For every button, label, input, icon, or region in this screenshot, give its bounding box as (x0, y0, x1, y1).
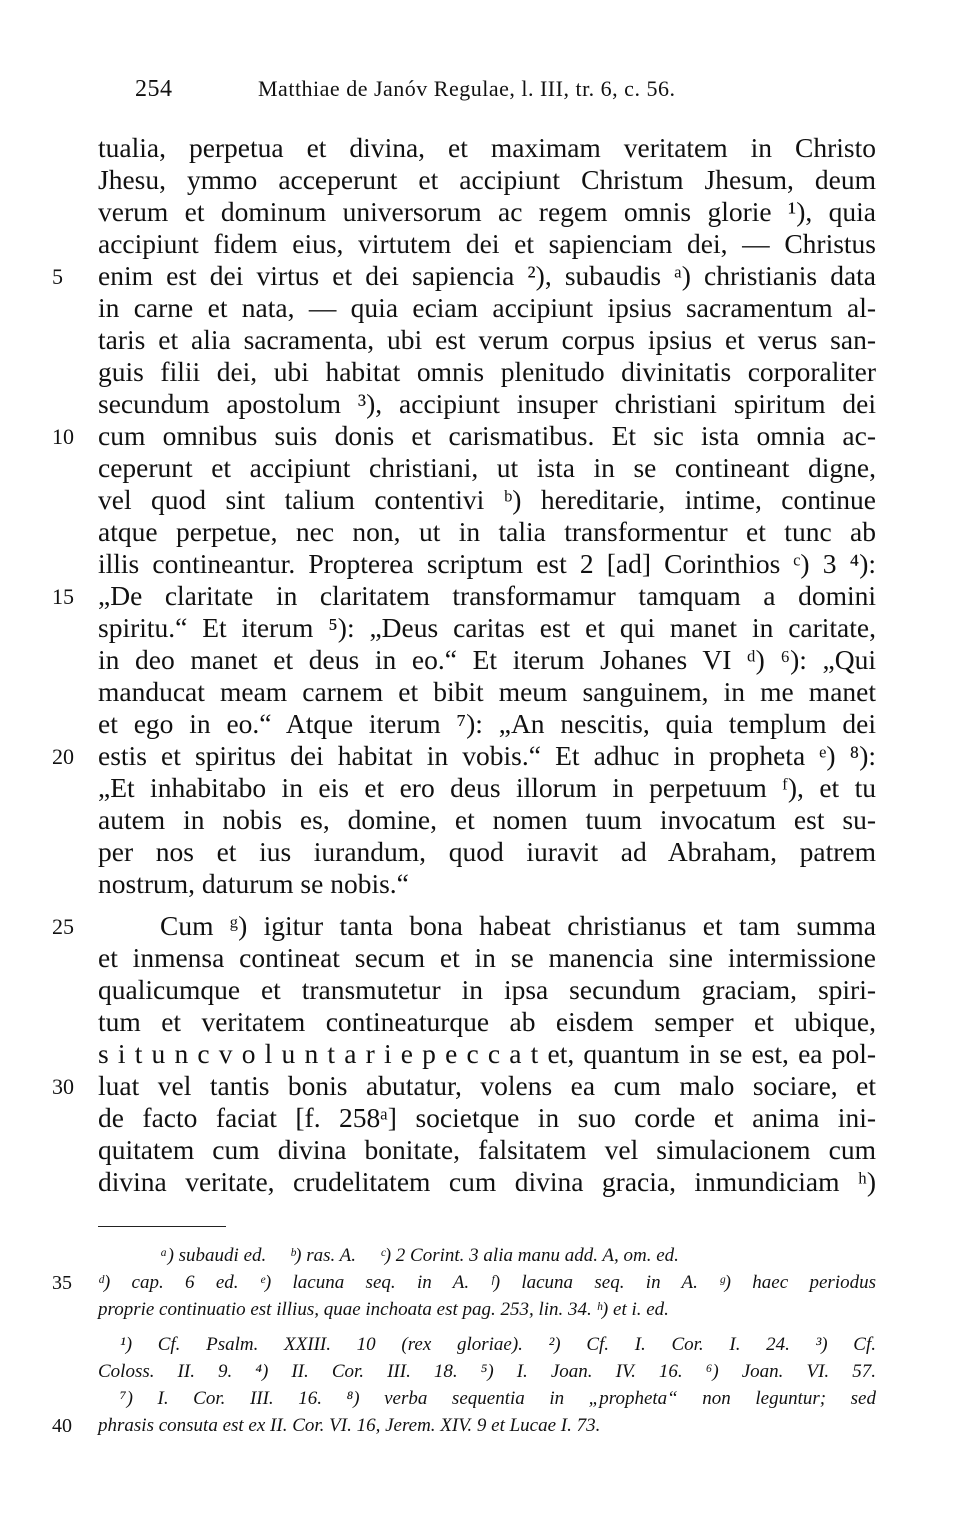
text-line: s i t u n c v o l u n t a r i e p e c c a t et, quantum in se est, ea pol- (98, 1038, 876, 1069)
line-number: 5 (52, 264, 63, 289)
text-line: „Et inhabitabo in eis et ero deus illorum in perpetuum ᶠ), et tu (98, 772, 876, 803)
text-line: taris et alia sacramenta, ubi est verum corpus ipsius et verus san- (98, 324, 876, 355)
page-number: 254 (135, 76, 173, 102)
text-line: enim est dei virtus et dei sapiencia ²), subaudis ᵃ) christianis data (98, 260, 876, 291)
text-line: guis filii dei, ubi habitat omnis plenitudo divinitatis corporaliter (98, 356, 876, 387)
footnote-line: ¹) Cf. Psalm. XXIII. 10 (rex gloriae). ²) Cf. I. Cor. I. 24. ³) Cf. (120, 1334, 876, 1355)
text-line: spiritu.“ Et iterum ⁵): „Deus caritas est et qui manet in caritate, (98, 612, 876, 643)
text-line: accipiunt fidem eius, virtutem dei et sapienciam dei, — Christus (98, 228, 876, 259)
text-line: qualicumque et transmutetur in ipsa secundum graciam, spiri- (98, 974, 876, 1005)
text-line: per nos et ius iurandum, quod iuravit ad Abraham, patrem (98, 836, 876, 867)
text-line: et ego in eo.“ Atque iterum ⁷): „An nescitis, quia templum dei (98, 708, 876, 739)
line-number: 25 (52, 914, 74, 939)
line-number: 40 (52, 1415, 72, 1437)
text-line: Jhesu, ymmo acceperunt et accipiunt Christum Jhesum, deum (98, 164, 876, 195)
line-number: 10 (52, 424, 74, 449)
text-line: illis contineantur. Propterea scriptum est 2 [ad] Corinthios ᶜ) 3 ⁴): (98, 548, 876, 579)
text-line: tum et veritatem contineaturque ab eisdem semper et ubique, (98, 1006, 876, 1037)
text-line: tualia, perpetua et divina, et maximam veritatem in Christo (98, 132, 876, 163)
footnote-line: ⁷) I. Cor. III. 16. ⁸) verba sequentia in „propheta“ non leguntur; sed (120, 1388, 876, 1409)
text-line: „De claritate in claritatem transformamur tamquam a domini (98, 580, 876, 611)
footnote-line: phrasis consuta est ex II. Cor. VI. 16, Jerem. XIV. 9 et Lucae I. 73. (98, 1415, 601, 1436)
line-number: 30 (52, 1074, 74, 1099)
footnote-line: Coloss. II. 9. ⁴) II. Cor. III. 18. ⁵) I. Joan. IV. 16. ⁶) Joan. VI. 57. (98, 1361, 876, 1382)
text-line: nostrum, daturum se nobis.“ (98, 868, 409, 899)
line-number: 35 (52, 1272, 72, 1294)
text-line: quitatem cum divina bonitate, falsitatem vel simulacionem cum (98, 1134, 876, 1165)
text-line: divina veritate, crudelitatem cum divina gracia, inmundiciam ʰ) (98, 1166, 876, 1197)
footnote-line: ᵃ) subaudi ed. ᵇ) ras. A. ᶜ) 2 Corint. 3 alia manu add. A, om. ed. (160, 1245, 679, 1266)
running-title: Matthiae de Janóv Regulae, l. III, tr. 6, c. 56. (258, 76, 676, 101)
text-line: verum et dominum universorum ac regem omnis glorie ¹), quia (98, 196, 876, 227)
footnote-separator (98, 1226, 226, 1227)
text-line: atque perpetue, nec non, ut in talia transformentur et tunc ab (98, 516, 876, 547)
text-line: luat vel tantis bonis abutatur, volens ea cum malo sociare, et (98, 1070, 876, 1101)
footnote-line: ᵈ) cap. 6 ed. ᵉ) lacuna seq. in A. ᶠ) lacuna seq. in A. ᵍ) haec periodus (98, 1272, 876, 1293)
text-line: Cum ᵍ) igitur tanta bona habeat christianus et tam summa (160, 910, 876, 941)
text-line: manducat meam carnem et bibit meum sanguinem, in me manet (98, 676, 876, 707)
text-line: in deo manet et deus in eo.“ Et iterum Johanes VI ᵈ) ⁶): „Qui (98, 644, 876, 675)
text-line: in carne et nata, — quia eciam accipiunt ipsius sacramentum al- (98, 292, 876, 323)
text-line: ceperunt et accipiunt christiani, ut ista in se contineant digne, (98, 452, 876, 483)
text-line: secundum apostolum ³), accipiunt insuper christiani spiritum dei (98, 388, 876, 419)
footnote-line: proprie continuatio est illius, quae inchoata est pag. 253, lin. 34. ʰ) et i. ed. (98, 1299, 669, 1320)
text-line: estis et spiritus dei habitat in vobis.“ Et adhuc in propheta ᵉ) ⁸): (98, 740, 876, 771)
text-line: vel quod sint talium contentivi ᵇ) hereditarie, intime, continue (98, 484, 876, 515)
text-line: autem in nobis es, domine, et nomen tuum invocatum est su- (98, 804, 876, 835)
line-number: 15 (52, 584, 74, 609)
text-line: et inmensa contineat secum et in se manencia sine intermissione (98, 942, 876, 973)
text-line: de facto faciat [f. 258ᵃ] societque in suo corde et anima ini- (98, 1102, 876, 1133)
line-number: 20 (52, 744, 74, 769)
text-line: cum omnibus suis donis et carismatibus. Et sic ista omnia ac- (98, 420, 876, 451)
